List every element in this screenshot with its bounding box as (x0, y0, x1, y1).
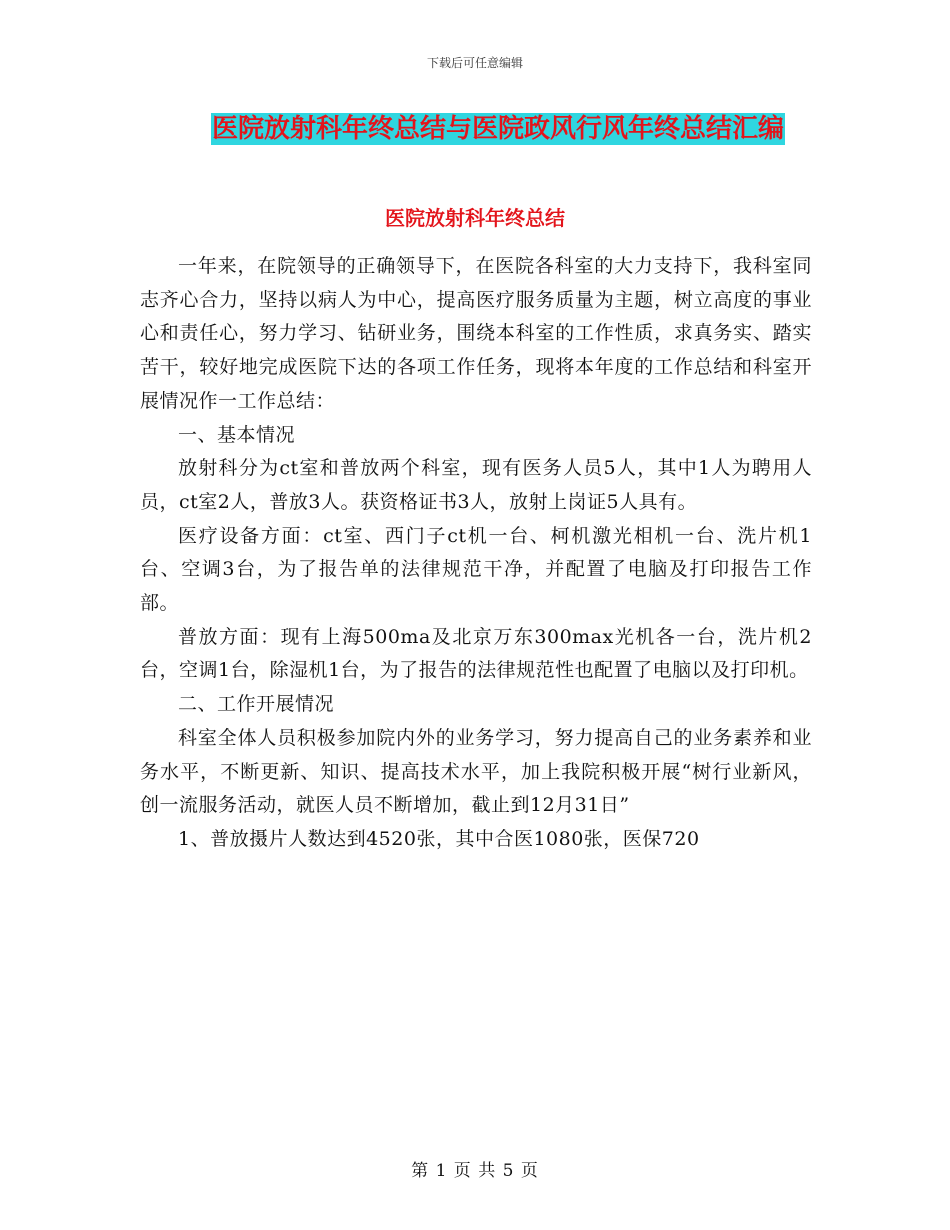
paragraph-staff: 放射科分为ct室和普放两个科室，现有医务人员5人，其中1人为聘用人员，ct室2人，普放3人。获资格证书3人，放射上岗证5人具有。 (140, 457, 812, 513)
paragraph-intro: 一年来，在院领导的正确领导下，在医院各科室的大力支持下，我科室同志齐心合力，坚持以病人为中心，提高医疗服务质量为主题，树立高度的事业心和责任心，努力学习、钻研业务，围绕本科室的工作性质，求真务实、踏实苦干，较好地完成医院下达的各项工作任务，现将本年度的工作总结和科室开展情况作一工作总结： (140, 255, 812, 412)
paragraph-xray-equipment: 普放方面：现有上海500ma及北京万东300max光机各一台，洗片机2台，空调1台，除湿机1台，为了报告的法律规范性也配置了电脑以及打印机。 (140, 625, 812, 682)
page-footer: 第 1 页 共 5 页 (411, 1161, 539, 1181)
paragraph-xray-count: 1、普放摄片人数达到4520张，其中合医1080张，医保720 (178, 827, 700, 850)
header-note: 下载后可任意编辑 (426, 56, 523, 70)
paragraph-work-progress: 科室全体人员积极参加院内外的业务学习，努力提高自己的业务素养和业务水平，不断更新、知识、提高技术水平，加上我院积极开展“树行业新风，创一流服务活动，就医人员不断增加，截止到12月31日” (140, 726, 812, 817)
heading-work-progress: 二、工作开展情况 (178, 693, 335, 716)
section-title: 医院放射科年终总结 (385, 206, 565, 230)
main-title-container (0, 113, 950, 145)
document-body (140, 250, 812, 857)
main-title: 医院放射科年终总结与医院政风行风年终总结汇编 (211, 114, 784, 144)
heading-basic-situation: 一、基本情况 (178, 423, 296, 446)
paragraph-ct-equipment: 医疗设备方面：ct室、西门子ct机一台、柯机激光相机一台、洗片机1台、空调3台，为了报告单的法律规范干净，并配置了电脑及打印报告工作部。 (140, 524, 812, 615)
